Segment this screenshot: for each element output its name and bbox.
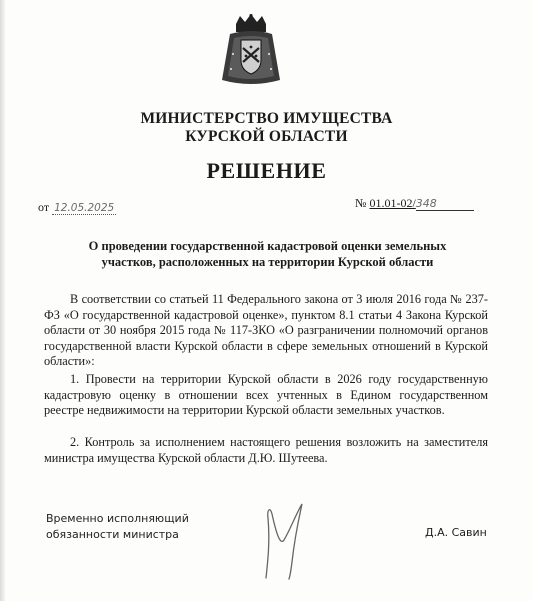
page-edge-shadow [0,0,6,601]
subject-line1: О проведении государственной кадастровой оценки земельных [88,239,447,253]
date-value: 12.05.2025 [54,202,115,214]
item1-paragraph [44,372,488,419]
item1-text: 1. Провести на территории Курской области в 2026 году государственную кадастровую оценку в отношении всех учтенных в Едином государственном реестре недвижимости на территории Курской области земельных участков. [44,372,488,417]
number-sign: № [355,196,367,210]
number-printed: 01.01-02/ [369,196,416,210]
handwritten-signature [258,500,318,580]
position-line2: обязанности министра [46,528,179,541]
signatory-name: Д.А. Савин [425,526,487,539]
ministry-name-line2: КУРСКОЙ ОБЛАСТИ [185,128,348,145]
ministry-name-line1: МИНИСТЕРСТВО ИМУЩЕСТВА [140,110,393,127]
document-subject [40,238,495,270]
document-date [38,200,116,215]
item2-text: 2. Контроль за исполнением настоящего решения возложить на заместителя министра имущества Курской области Д.Ю. Шутеева. [44,435,488,465]
item2-paragraph [44,435,488,466]
preamble-text: В соответствии со статьей 11 Федерального закона от 3 июля 2016 года № 237-ФЗ «О государственной кадастровой оценке», пунктом 8.1 статьи 4 Закона Курской области от 30 ноября 2015 года № 117-ЗКО «О разграничении полномочий органов государственной власти Курской области в сфере земельных отношений в Курской области»: [44,292,488,368]
signatory-position [46,511,189,543]
date-prefix: от [38,200,50,214]
preamble-paragraph [44,292,488,370]
coat-of-arms-icon [220,14,282,88]
number-handwritten: 348 [416,197,474,211]
document-type-title: РЕШЕНИЕ [206,158,327,183]
position-line1: Временно исполняющий [46,512,189,525]
document-number [355,196,474,211]
subject-line2: участков, расположенных на территории Курской области [101,255,434,269]
